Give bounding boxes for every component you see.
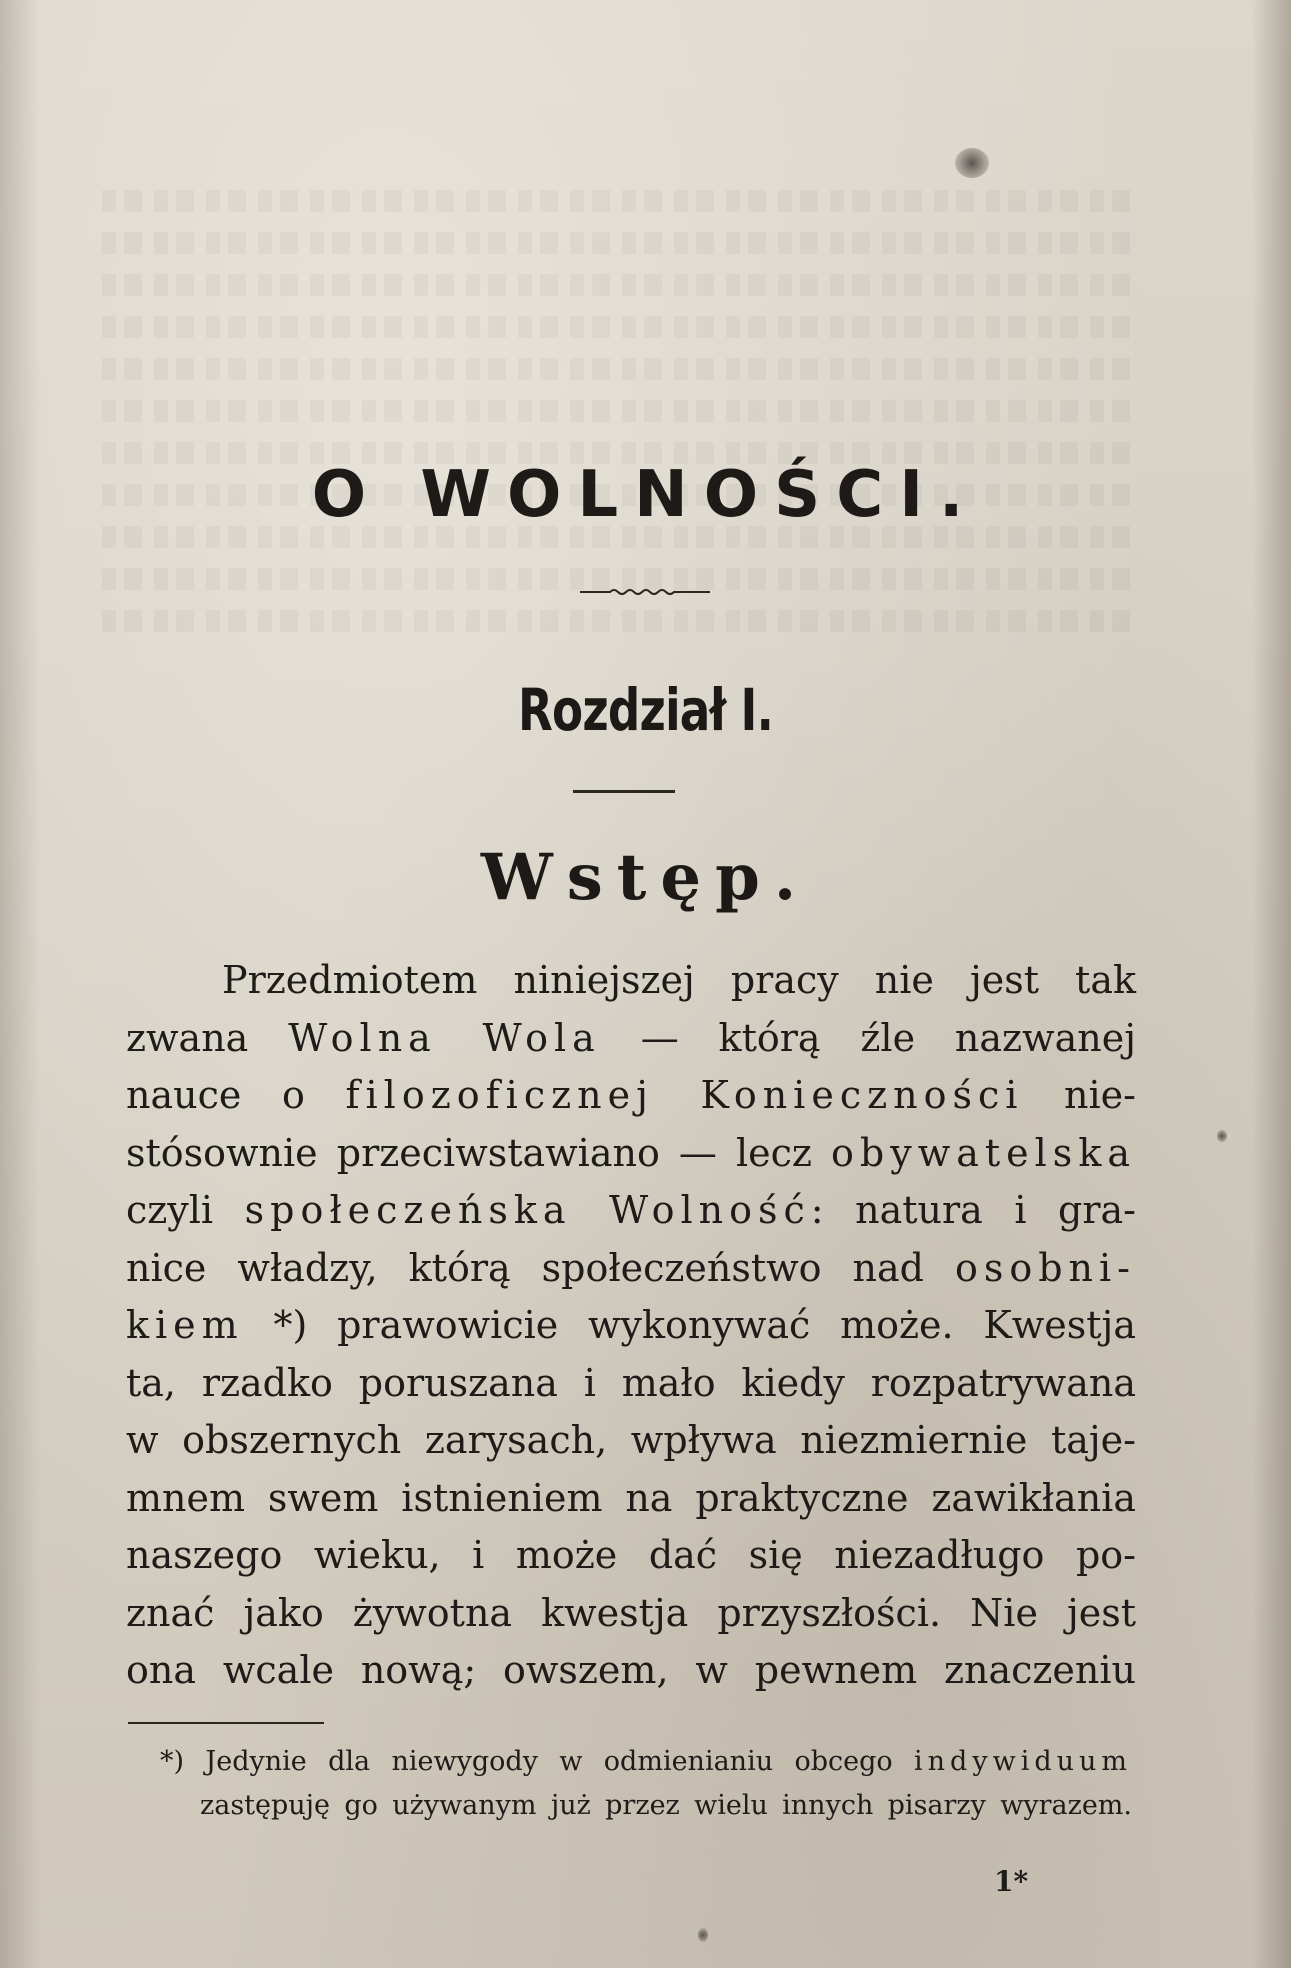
text-line: kiem *) prawowicie wykonywać może. Kwestja [126,1303,1136,1347]
book-title: O WOLNOŚCI. [311,458,980,532]
footnote-line: zastępuję go używanym już przez wielu innych pisarzy wyrazem. [200,1790,1132,1821]
ornamental-wavy-rule [580,584,710,600]
text-line: zwana Wolna Wola — którą źle nazwanej [126,1015,1136,1060]
text-line: znać jako żywotna kwestja przyszłości. Nie jest [126,1590,1136,1635]
body-text [126,952,1136,1700]
spaced-emphasis: indywiduum [914,1746,1132,1777]
text-line: ona wcale nową; owszem, w pewnem znaczeniu [126,1648,1136,1692]
text-line: nice władzy, którą społeczeństwo nad osobni- [126,1245,1136,1290]
text-line: stósownie przeciwstawiano — lecz obywatelska [126,1130,1136,1175]
page-edge-shadow-right [1251,0,1291,1968]
text-line: ta, rzadko poruszana i mało kiedy rozpatrywana [126,1360,1136,1405]
footnote [160,1740,1132,1828]
chapter-rule [573,790,675,793]
text-line: w obszernych zarysach, wpływa niezmiernie taje- [126,1418,1136,1462]
ink-speck [1217,1130,1227,1142]
footnote-line: *) Jedynie dla niewygody w odmienianiu obcego indywiduum [160,1746,1132,1777]
text-line: Przedmiotem niniejszej pracy nie jest tak [222,958,1136,1002]
spaced-emphasis: kiem [126,1303,244,1347]
spaced-emphasis: filozoficznej Konieczności [345,1073,1024,1117]
text-line: mnem swem istnieniem na praktyczne zawikłania [126,1475,1136,1520]
text-line: naszego wieku, i może dać się niezadługo po- [126,1533,1136,1577]
signature-mark: 1* [994,1865,1029,1898]
footnote-rule [128,1722,324,1724]
spaced-emphasis: społeczeńska Wolność [244,1188,811,1232]
ink-smudge [955,148,989,178]
text-line: nauce o filozoficznej Konieczności nie- [126,1073,1136,1117]
ink-speck [698,1928,708,1942]
chapter-heading: Rozdział I. [518,676,773,744]
spaced-emphasis: Wolna Wola [288,1015,601,1060]
bleed-through-text [100,170,1130,930]
spaced-emphasis: obywatelska [831,1130,1136,1175]
spaced-emphasis: osobni- [954,1245,1136,1290]
page-edge-shadow-left [0,0,40,1968]
section-heading: Wstęp. [480,840,811,915]
text-line: czyli społeczeńska Wolność: natura i gra- [126,1188,1137,1232]
